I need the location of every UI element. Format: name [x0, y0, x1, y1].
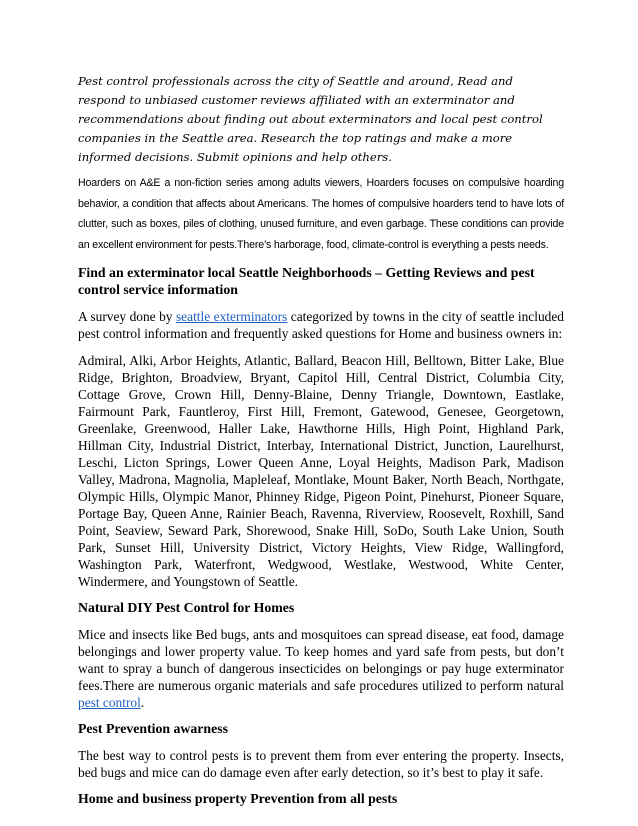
- section-heading-prevention: Pest Prevention awarness: [78, 721, 228, 736]
- natural-diy-text-end: .: [140, 695, 145, 710]
- section-heading-home-business: Home and business property Prevention from all pests: [78, 791, 398, 806]
- intro-paragraph: Pest control professionals across the city of Seattle and around, Read and respond to unbiased customer reviews affiliated with an exterminator and recommendations about finding out about exterminators and local pest control companies in the Seattle area. Research the top ratings and make a more informed decisions. Submit opinions and help others.: [78, 74, 543, 164]
- seattle-exterminators-link[interactable]: seattle exterminators: [175, 309, 288, 324]
- survey-text-before: A survey done by: [78, 309, 176, 324]
- survey-text-after: categorized by towns in the city of seattle included pest control information and frequently asked questions for Home and business owners in:: [78, 309, 564, 341]
- section-heading-natural-diy: Natural DIY Pest Control for Homes: [78, 600, 295, 615]
- hoarders-paragraph: Hoarders on A&E a non-fiction series among adults viewers, Hoarders focuses on compulsive hoarding behavior, a condition that affects about Americans. The homes of compulsive hoarders tend to have lots of clutter, such as boxes, piles of clothing, unused furniture, and even garbage. These conditions can provide an excellent environment for pests.There’s harborage, food, climate-control is everything a pests needs.: [78, 177, 564, 251]
- neighborhoods-paragraph: Admiral, Alki, Arbor Heights, Atlantic, Ballard, Beacon Hill, Belltown, Bitter Lake, Blue Ridge, Brighton, Broadview, Bryant, Capitol Hill, Central District, Columbia City, Cottage Grove, Crown Hill, Denny-Blaine, Denny Triangle, Downtown, Eastlake, Fairmount Park, Fauntleroy, First Hill, Fremont, Gatewood, Genesee, Georgetown, Greenlake, Greenwood, Haller Lake, Hawthorne Hills, High Point, Highland Park, Hillman City, Industrial District, Interbay, International District, Junction, Laurelhurst, Leschi, Licton Springs, Lower Queen Anne, Loyal Heights, Madison Park, Madison Valley, Madrona, Magnolia, Mapleleaf, Montlake, Mount Baker, North Beach, Northgate, Olympic Hills, Olympic Manor, Phinney Ridge, Pigeon Point, Pinehurst, Pioneer Square, Portage Bay, Queen Anne, Rainier Beach, Ravenna, Riverview, Roosevelt, Roxhill, Sand Point, Seaview, Seward Park, Shorewood, Snake Hill, SoDo, South Lake Union, South Park, Sunset Hill, University District, Victory Heights, View Ridge, Wallingford, Washington Park, Waterfront, Wedgwood, Westlake, Westwood, White Center, Windermere, and Youngstown of Seattle.: [78, 353, 564, 589]
- document-page: [78, 72, 564, 807]
- section-heading-find-exterminator: Find an exterminator local Seattle Neighborhoods – Getting Reviews and pest control service information: [78, 265, 535, 297]
- prevention-paragraph: The best way to control pests is to prevent them from ever entering the property. Insects, bed bugs and mice can do damage even after early detection, so it’s best to play it safe.: [78, 748, 564, 780]
- natural-diy-paragraph: [78, 626, 564, 711]
- pest-control-link[interactable]: pest control: [78, 695, 141, 710]
- survey-paragraph: [78, 308, 564, 342]
- natural-diy-text: Mice and insects like Bed bugs, ants and mosquitoes can spread disease, eat food, damage belongings and lower property value. To keep homes and yard safe from pests, but don’t want to spray a bunch of dangerous insecticides on belongings or pay huge exterminator fees.There are numerous organic materials and safe procedures utilized to perform natural: [78, 627, 564, 693]
